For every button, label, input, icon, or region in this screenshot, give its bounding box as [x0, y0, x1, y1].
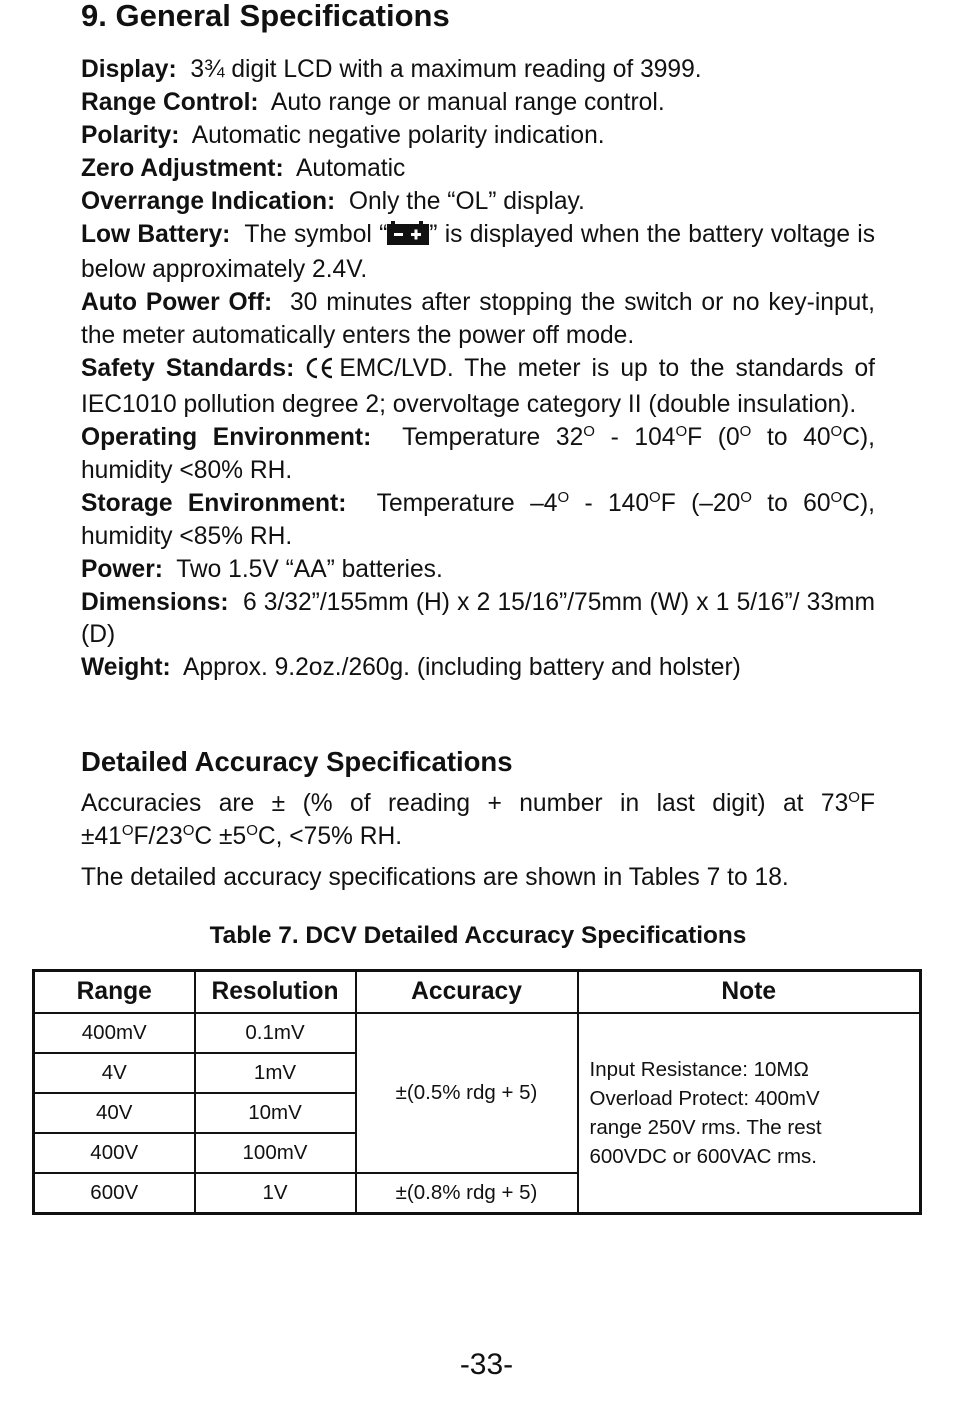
spec-value-cont: ” is displayed when the battery voltage is below approximately 2.4V.: [81, 220, 875, 284]
ce-mark-icon: [305, 356, 335, 389]
tables-reference-paragraph: The detailed accuracy specifications are shown in Tables 7 to 18.: [81, 864, 789, 891]
spec-value-cont: C), humidity <85% RH.: [81, 489, 875, 550]
note-cell: [578, 1013, 921, 1214]
spec-weight: [81, 652, 875, 685]
range-cell: 400V: [34, 1133, 195, 1173]
spec-label: Auto Power Off:: [81, 289, 273, 317]
spec-safety-standards: [81, 353, 875, 422]
paragraph-text: C ±5: [194, 822, 247, 850]
spec-value: Automatic: [295, 154, 406, 182]
degree-mark: O: [830, 488, 843, 506]
dcv-accuracy-table: [32, 969, 922, 1215]
spec-range-control: [81, 87, 875, 120]
page-number: -33-: [459, 1348, 514, 1381]
spec-dimensions: [81, 587, 875, 653]
paragraph-text: F/23: [133, 822, 183, 850]
spec-value: Approx. 9.2oz./260g. (including battery and holster): [183, 654, 741, 682]
spec-value-cont: to 40: [751, 423, 831, 451]
spec-value: The symbol “: [244, 220, 388, 248]
table-header-row: [34, 971, 921, 1014]
resolution-cell: 100mV: [195, 1133, 356, 1173]
degree-mark: O: [739, 422, 752, 440]
battery-icon: [387, 221, 429, 255]
degree-mark: O: [121, 821, 134, 839]
general-specifications-list: [81, 54, 875, 685]
paragraph-text: F ±41: [81, 790, 875, 850]
table-row: [34, 1013, 921, 1053]
spec-value: Auto range or manual range control.: [270, 88, 665, 116]
spec-label: Display:: [81, 56, 177, 83]
spec-value: Automatic negative polarity indication.: [191, 121, 605, 149]
spec-value: Two 1.5V “AA” batteries.: [176, 555, 443, 583]
spec-value: Only the “OL” display.: [348, 187, 585, 215]
spec-display: [81, 54, 875, 87]
spec-zero-adjustment: [81, 153, 875, 186]
spec-polarity: [81, 120, 875, 153]
spec-label: Operating Environment:: [81, 423, 372, 451]
resolution-cell: 1mV: [195, 1053, 356, 1093]
page-title: 9. General Specifications: [81, 0, 450, 33]
spec-value-cont: C), humidity <80% RH.: [81, 423, 875, 484]
spec-storage-environment: [81, 488, 875, 554]
spec-value: EMC/LVD. The meter is up to the standards of IEC1010 pollution degree 2; overvoltage category II (double insulation).: [81, 355, 875, 419]
column-header-accuracy: Accuracy: [356, 971, 578, 1014]
column-header-range: Range: [34, 971, 195, 1014]
degree-mark: O: [830, 422, 843, 440]
accuracy-cell: ±(0.5% rdg + 5): [356, 1013, 578, 1173]
spec-operating-environment: [81, 422, 875, 488]
range-cell: 40V: [34, 1093, 195, 1133]
degree-mark: O: [583, 422, 595, 440]
spec-label: Range Control:: [81, 88, 259, 116]
column-header-note: Note: [578, 971, 921, 1014]
resolution-cell: 10mV: [195, 1093, 356, 1133]
note-line: range 250V rms. The rest: [589, 1116, 822, 1139]
spec-label: Zero Adjustment:: [81, 154, 284, 182]
spec-label: Power:: [81, 555, 163, 583]
spec-value-cont: F (–20: [660, 489, 741, 517]
spec-overrange: [81, 186, 875, 219]
degree-mark: O: [740, 488, 752, 506]
paragraph-text: Accuracies are ± (% of reading + number in last digit) at 73: [81, 790, 849, 817]
spec-low-battery: [81, 219, 875, 288]
spec-power: [81, 554, 875, 587]
spec-value: 6 3/32”/155mm (H) x 2 15/16”/75mm (W) x 1 5/16”/ 33mm (D): [81, 588, 875, 649]
column-header-resolution: Resolution: [195, 971, 356, 1014]
spec-value: Temperature 32: [402, 423, 584, 451]
degree-mark: O: [675, 422, 688, 440]
range-cell: 400mV: [34, 1013, 195, 1053]
spec-value: Temperature –4: [376, 489, 558, 517]
spec-auto-power-off: [81, 287, 875, 353]
resolution-cell: 1V: [195, 1173, 356, 1214]
degree-mark: O: [246, 821, 258, 839]
spec-label: Safety Standards:: [81, 355, 295, 383]
accuracy-paragraph: [81, 788, 875, 854]
spec-value: 30 minutes after stopping the switch or no key-input, the meter automatically enters the power off mode.: [81, 289, 875, 350]
range-cell: 4V: [34, 1053, 195, 1093]
resolution-cell: 0.1mV: [195, 1013, 356, 1053]
spec-label: Storage Environment:: [81, 489, 347, 517]
spec-label: Overrange Indication:: [81, 187, 336, 215]
note-line: Input Resistance: 10MΩ: [589, 1058, 809, 1081]
degree-mark: O: [848, 789, 860, 806]
spec-label: Low Battery:: [81, 220, 231, 248]
degree-mark: O: [649, 488, 661, 506]
degree-mark: O: [557, 488, 570, 506]
accuracy-cell: ±(0.8% rdg + 5): [356, 1173, 578, 1214]
spec-value-cont: to 60: [751, 489, 831, 517]
note-line: 600VDC or 600VAC rms.: [589, 1145, 817, 1168]
spec-value-cont: - 140: [569, 489, 650, 517]
spec-label: Weight:: [81, 654, 171, 682]
spec-value-cont: F (0: [687, 423, 740, 451]
table-caption: Table 7. DCV Detailed Accuracy Specifications: [209, 922, 747, 949]
degree-mark: O: [182, 821, 195, 839]
paragraph-text: C, <75% RH.: [257, 822, 403, 850]
section-title: Detailed Accuracy Specifications: [81, 746, 513, 777]
spec-value-cont: - 104: [594, 423, 676, 451]
spec-value: 3¾ digit LCD with a maximum reading of 3999.: [190, 56, 702, 83]
spec-label: Dimensions:: [81, 588, 229, 616]
range-cell: 600V: [34, 1173, 195, 1214]
note-line: Overload Protect: 400mV: [589, 1087, 820, 1110]
spec-label: Polarity:: [81, 121, 180, 149]
